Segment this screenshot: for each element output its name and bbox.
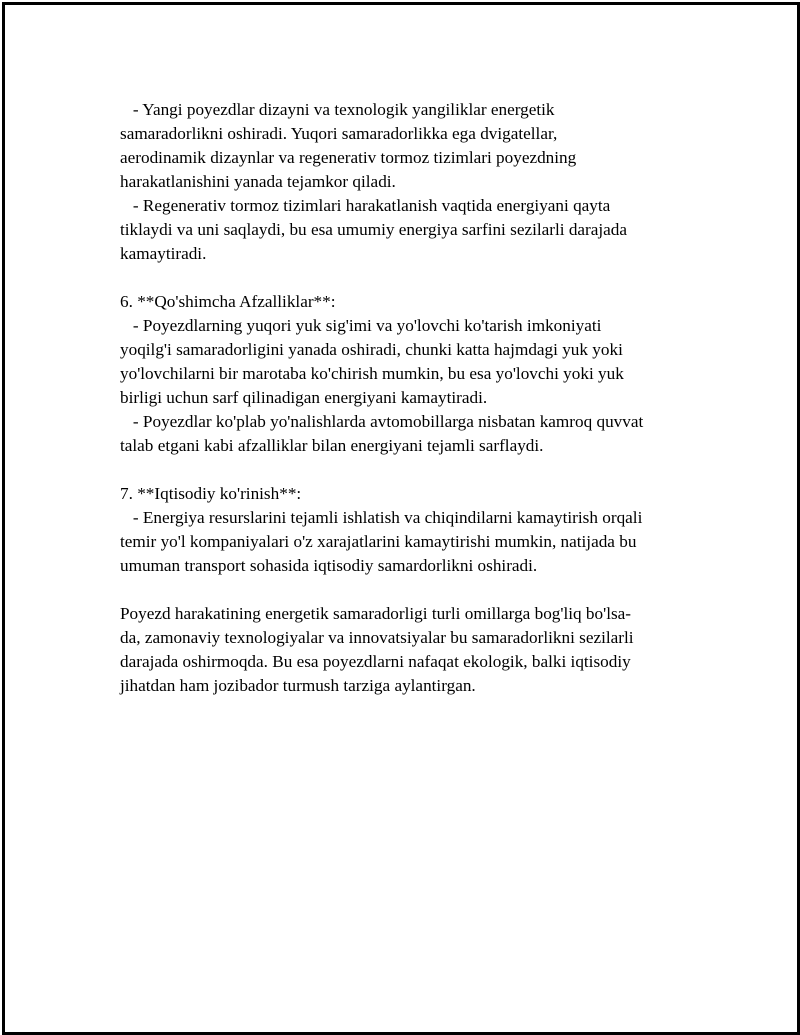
text-line: - Poyezdlarning yuqori yuk sig'imi va yo'lovchi ko'tarish imkoniyati xyxy=(120,316,602,335)
text-line: temir yo'l kompaniyalari o'z xarajatlarini kamaytirishi mumkin, natijada bu xyxy=(120,532,637,551)
text-line: - Yangi poyezdlar dizayni va texnologik yangiliklar energetik xyxy=(120,100,555,119)
page-frame xyxy=(2,2,800,1035)
text-line: aerodinamik dizaynlar va regenerativ tormoz tizimlari poyezdning xyxy=(120,148,577,167)
text-line: - Energiya resurslarini tejamli ishlatish va chiqindilarni kamaytirish orqali xyxy=(120,508,643,527)
paragraph-gap xyxy=(120,458,695,482)
text-line: birligi uchun sarf qilinadigan energiyani kamaytiradi. xyxy=(120,388,488,407)
text-line: talab etgani kabi afzalliklar bilan energiyani tejamli sarflaydi. xyxy=(120,436,544,455)
text-line: da, zamonaviy texnologiyalar va innovatsiyalar bu samaradorlikni sezilarli xyxy=(120,628,634,647)
text-line: harakatlanishini yanada tejamkor qiladi. xyxy=(120,172,396,191)
text-line: kamaytiradi. xyxy=(120,244,207,263)
paragraph-block1 xyxy=(120,98,695,266)
text-line: tiklaydi va uni saqlaydi, bu esa umumiy energiya sarfini sezilarli darajada xyxy=(120,220,628,239)
text-line: - Regenerativ tormoz tizimlari harakatlanish vaqtida energiyani qayta xyxy=(120,196,611,215)
paragraph-gap xyxy=(120,578,695,602)
text-line: - Poyezdlar ko'plab yo'nalishlarda avtomobillarga nisbatan kamroq quvvat xyxy=(120,412,644,431)
text-line: yo'lovchilarni bir marotaba ko'chirish mumkin, bu esa yo'lovchi yoki yuk xyxy=(120,364,624,383)
conclusion-paragraph xyxy=(120,602,695,698)
text-line: darajada oshirmoqda. Bu esa poyezdlarni nafaqat ekologik, balki iqtisodiy xyxy=(120,652,631,671)
text-line: Poyezd harakatining energetik samaradorligi turli omillarga bog'liq bo'lsa- xyxy=(120,604,632,623)
section-7 xyxy=(120,482,695,578)
text-line: jihatdan ham jozibador turmush tarziga aylantirgan. xyxy=(120,676,476,695)
paragraph-gap xyxy=(120,266,695,290)
text-line: yoqilg'i samaradorligini yanada oshiradi, chunki katta hajmdagi yuk yoki xyxy=(120,340,623,359)
text-line: umuman transport sohasida iqtisodiy samardorlikni oshiradi. xyxy=(120,556,538,575)
document-body xyxy=(120,98,695,698)
section-6 xyxy=(120,290,695,458)
text-line: samaradorlikni oshiradi. Yuqori samaradorlikka ega dvigatellar, xyxy=(120,124,558,143)
section-heading: 6. **Qo'shimcha Afzalliklar**: xyxy=(120,292,336,311)
section-heading: 7. **Iqtisodiy ko'rinish**: xyxy=(120,484,302,503)
